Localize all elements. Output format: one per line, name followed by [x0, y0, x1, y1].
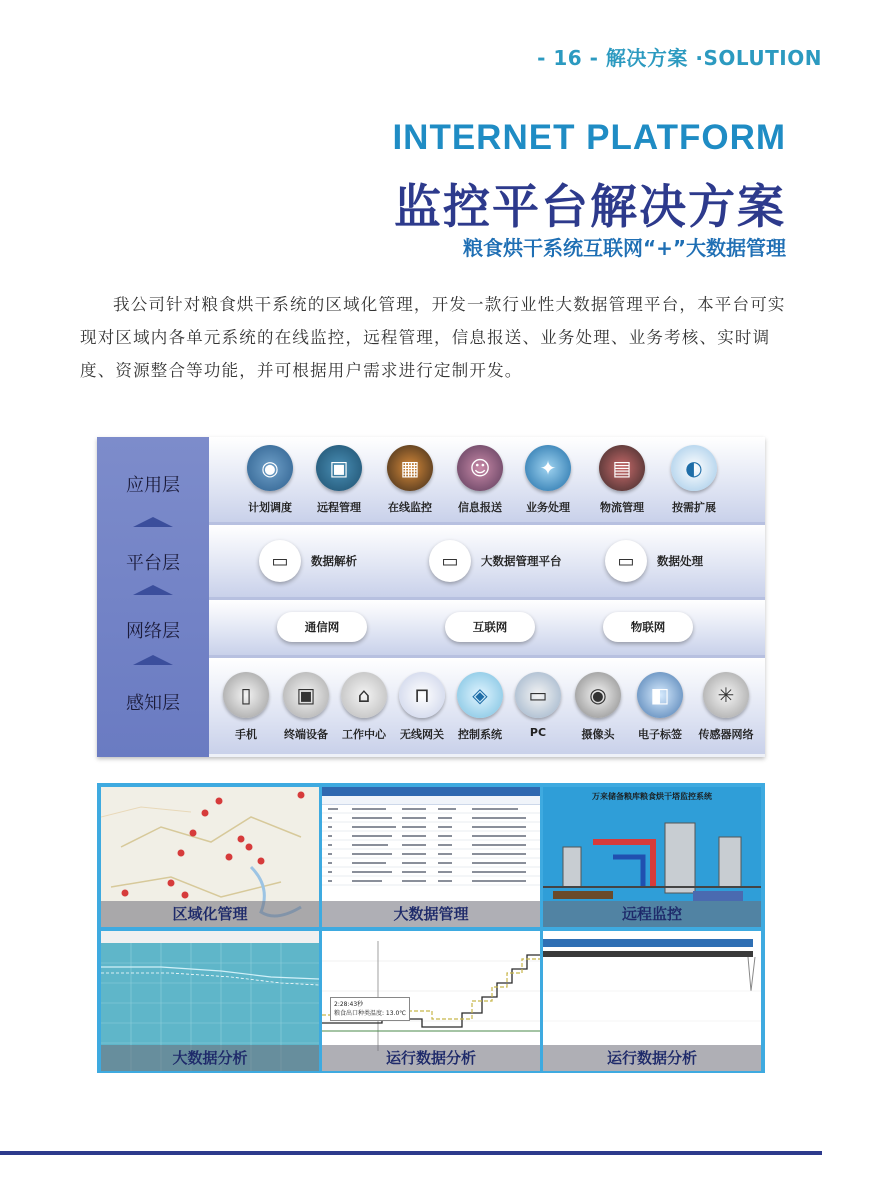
- platform-layer-band: [209, 525, 765, 600]
- network-pill: 物联网: [603, 612, 693, 642]
- page-number: - 16 -: [537, 46, 599, 70]
- table-rows-graphic: [322, 805, 540, 905]
- gateway-icon: ⊓: [399, 672, 445, 718]
- layer-label-app: 应用层: [126, 475, 180, 496]
- sense-item: ⊓ 无线网关: [391, 672, 453, 742]
- app-item: ▦ 在线监控: [375, 445, 445, 515]
- phone-icon: ▯: [223, 672, 269, 718]
- panel-caption: 大数据分析: [101, 1045, 319, 1071]
- section-tag: ·SOLUTION: [695, 46, 822, 70]
- footer-line: [0, 1151, 822, 1155]
- screenshot-grid: [97, 783, 765, 1073]
- app-item: ▣ 远程管理: [304, 445, 374, 515]
- arrow-up-icon: [133, 585, 173, 595]
- platform-item: ▭ 大数据管理平台: [429, 540, 562, 582]
- intro-paragraph: 我公司针对粮食烘干系统的区域化管理，开发一款行业性大数据管理平台，本平台可实现对区域内各单元系统的在线监控，远程管理，信息报送、业务处理、业务考核、实时调度、资源整合等功能，并可根据用户需求进行定制开发。: [80, 295, 786, 380]
- panel-caption: 区域化管理: [101, 901, 319, 927]
- scada-title: 万来储备粮库粮食烘干塔监控系统: [592, 792, 712, 801]
- layer-label-network: 网络层: [126, 621, 180, 642]
- planning-icon: ◉: [247, 445, 293, 491]
- terminal-icon: ▣: [283, 672, 329, 718]
- panel-bigdata-table: [322, 787, 540, 927]
- platform-item: ▭ 数据解析: [259, 540, 357, 582]
- section-name: 解决方案: [605, 46, 688, 70]
- panel-caption: 运行数据分析: [543, 1045, 761, 1071]
- sense-item: ⌂ 工作中心: [333, 672, 395, 742]
- sense-item: ✳ 传感器网络: [693, 672, 759, 742]
- network-pill: 通信网: [277, 612, 367, 642]
- page-header: [537, 42, 822, 71]
- subtitle: 粮食烘干系统互联网“+”大数据管理: [462, 236, 786, 260]
- business-icon: ✦: [525, 445, 571, 491]
- chinese-title: 监控平台解决方案: [394, 180, 786, 235]
- layer-column: [97, 437, 209, 757]
- architecture-diagram: [97, 437, 765, 757]
- sense-item: ▭ PC: [507, 672, 569, 739]
- monitor-icon: ▦: [387, 445, 433, 491]
- sense-item: ▯ 手机: [215, 672, 277, 742]
- bigdata-platform-icon: ▭: [429, 540, 471, 582]
- camera-icon: ◉: [575, 672, 621, 718]
- app-item: ☺ 信息报送: [445, 445, 515, 515]
- sense-item: ◈ 控制系统: [449, 672, 511, 742]
- english-title: INTERNET PLATFORM: [392, 118, 786, 157]
- remote-manage-icon: ▣: [316, 445, 362, 491]
- app-layer-band: [209, 437, 765, 525]
- pc-icon: ▭: [515, 672, 561, 718]
- app-item: ▤ 物流管理: [587, 445, 657, 515]
- panel-caption: 运行数据分析: [322, 1045, 540, 1071]
- platform-item: ▭ 数据处理: [605, 540, 703, 582]
- table-header-bar: [322, 787, 540, 796]
- panel-caption: 大数据管理: [322, 901, 540, 927]
- panel-caption: 远程监控: [543, 901, 761, 927]
- panel-run-analysis-2: [543, 931, 761, 1071]
- data-process-icon: ▭: [605, 540, 647, 582]
- table-tabs: [322, 796, 540, 805]
- rfid-tag-icon: ◧: [637, 672, 683, 718]
- sense-item: ▣ 终端设备: [275, 672, 337, 742]
- arrow-up-icon: [133, 517, 173, 527]
- sense-item: ◉ 摄像头: [567, 672, 629, 742]
- sense-layer-band: [209, 658, 765, 754]
- network-pill: 互联网: [445, 612, 535, 642]
- panel-remote-monitor: [543, 787, 761, 927]
- app-item: ◉ 计划调度: [235, 445, 305, 515]
- app-item: ✦ 业务处理: [513, 445, 583, 515]
- panel-bigdata-analysis: [101, 931, 319, 1071]
- layer-label-sense: 感知层: [126, 693, 180, 714]
- panel-regional-map: [101, 787, 319, 927]
- sense-item: ◧ 电子标签: [629, 672, 691, 742]
- sensor-network-icon: ✳: [703, 672, 749, 718]
- chart-tooltip: 2:28:43秒 粮食出口种类温度: 13.0℃: [330, 997, 410, 1021]
- arrow-up-icon: [133, 655, 173, 665]
- control-system-icon: ◈: [457, 672, 503, 718]
- toolbar: [101, 931, 319, 943]
- data-parse-icon: ▭: [259, 540, 301, 582]
- workcenter-icon: ⌂: [341, 672, 387, 718]
- layer-label-platform: 平台层: [126, 553, 180, 574]
- expand-icon: ◐: [671, 445, 717, 491]
- report-icon: ☺: [457, 445, 503, 491]
- app-item: ◐ 按需扩展: [659, 445, 729, 515]
- panel-run-analysis-1: [322, 931, 540, 1071]
- logistics-icon: ▤: [599, 445, 645, 491]
- network-layer-band: [209, 600, 765, 658]
